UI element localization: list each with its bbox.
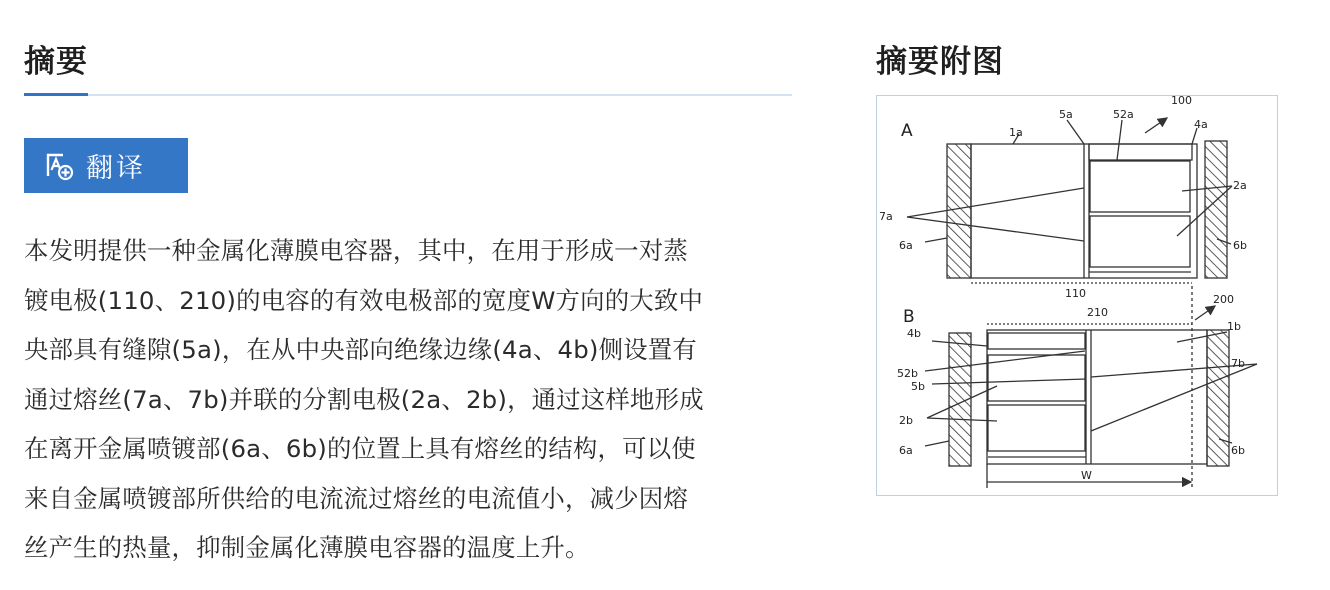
electrode-6b-top — [1205, 141, 1227, 278]
label-7a: 7a — [879, 210, 893, 223]
abstract-line: 通过熔丝(7a、7b)并联的分割电极(2a、2b)，通过这样地形成 — [24, 384, 704, 414]
label-52a: 52a — [1113, 108, 1134, 121]
label-6b-top: 6b — [1233, 239, 1247, 252]
label-A: A — [901, 121, 913, 141]
abstract-text — [24, 226, 792, 573]
abstract-panel — [24, 0, 792, 590]
figure-panel — [876, 0, 1296, 590]
label-2a: 2a — [1233, 179, 1247, 192]
label-B: B — [903, 307, 915, 327]
label-2b: 2b — [899, 414, 913, 427]
label-5a: 5a — [1059, 108, 1073, 121]
label-W: W — [1081, 469, 1092, 482]
label-6a-top: 6a — [899, 239, 913, 252]
label-200: 200 — [1213, 293, 1234, 306]
label-4a: 4a — [1194, 118, 1208, 131]
translate-button[interactable] — [24, 138, 188, 193]
label-6a-bottom: 6a — [899, 444, 913, 457]
abstract-title: 摘要 — [24, 44, 88, 80]
figure-title: 摘要附图 — [876, 44, 1004, 80]
label-110: 110 — [1065, 287, 1086, 300]
abstract-line: 来自金属喷镀部所供给的电流流过熔丝的电流值小，减少因熔 — [24, 483, 688, 513]
label-52b: 52b — [897, 367, 918, 380]
abstract-line: 本发明提供一种金属化薄膜电容器，其中，在用于形成一对蒸 — [24, 236, 688, 265]
electrode-6a-top — [947, 144, 971, 278]
label-100: 100 — [1171, 96, 1192, 107]
electrode-6b-bottom — [1207, 330, 1229, 466]
label-4b: 4b — [907, 327, 921, 340]
label-1b: 1b — [1227, 320, 1241, 333]
abstract-line: 丝产生的热量，抑制金属化薄膜电容器的温度上升。 — [24, 533, 590, 562]
abstract-figure[interactable] — [876, 95, 1278, 496]
label-6b-bottom: 6b — [1231, 444, 1245, 457]
abstract-line: 镀电极(110、210)的电容的有效电极部的宽度W方向的大致中 — [24, 285, 704, 315]
capacitor-diagram — [877, 96, 1277, 495]
label-1a: 1a — [1009, 126, 1023, 139]
abstract-line: 在离开金属喷镀部(6a、6b)的位置上具有熔丝的结构，可以使 — [24, 434, 696, 463]
translate-icon — [44, 151, 74, 181]
abstract-line: 央部具有缝隙(5a)，在从中央部向绝缘边缘(4a、4b)侧设置有 — [24, 335, 697, 364]
label-210: 210 — [1087, 306, 1108, 319]
translate-button-label: 翻译 — [86, 153, 146, 184]
label-7b: 7b — [1231, 357, 1245, 370]
title-divider-accent — [24, 93, 88, 96]
label-5b: 5b — [911, 380, 925, 393]
title-divider — [24, 94, 792, 96]
